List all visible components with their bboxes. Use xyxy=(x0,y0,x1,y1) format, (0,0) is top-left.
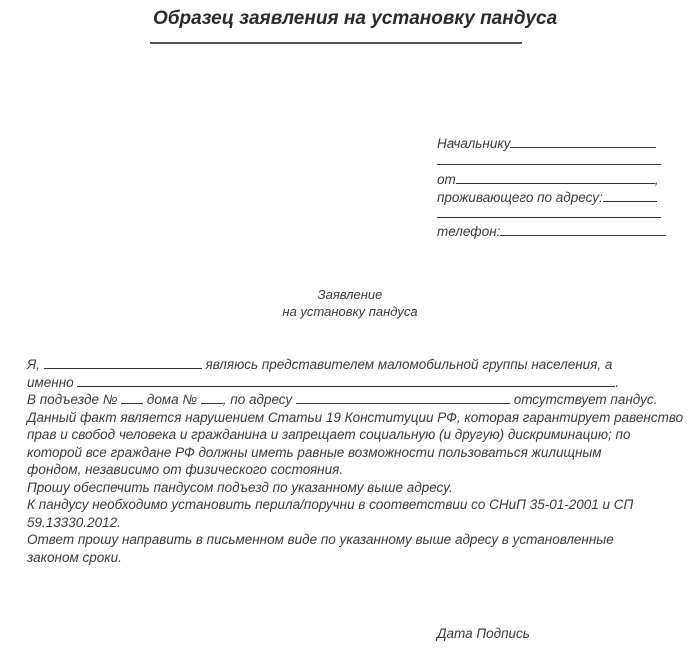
body-line-4: Данный факт является нарушением Статьи 19 Конституции РФ, которая гарантирует равенство xyxy=(27,409,684,425)
chief-label: Начальнику xyxy=(437,136,511,151)
application-subheading: на установку пандуса xyxy=(282,304,418,319)
addressee-blank-line xyxy=(437,164,661,165)
addressee-chief-line xyxy=(437,136,656,151)
addressee-from-line xyxy=(437,172,659,187)
body-line-8: Прошу обеспечить пандусом подъезд по указанному выше адресу. xyxy=(27,479,453,495)
phone-blank xyxy=(500,234,666,236)
body-line-3: В подъезде № дома № , по адресу отсутствует пандус. xyxy=(27,392,658,407)
body-line-9: К пандусу необходимо установить перила/поручни в соответствии со СНиП 35-01-2001 и СП xyxy=(27,497,634,512)
phone-label: телефон: xyxy=(437,224,501,239)
body-line-11: Ответ прошу направить в письменном виде по указанному выше адресу в установленные xyxy=(27,532,614,547)
document-title: Образец заявления на установку пандуса xyxy=(153,8,558,29)
title-underline xyxy=(150,42,522,44)
name-blank xyxy=(44,356,202,369)
category-blank xyxy=(77,374,615,387)
address-blank xyxy=(296,391,510,404)
body-line-2: именно . xyxy=(27,374,620,390)
body-line-7: фондом, независимо от физического состояния. xyxy=(27,462,344,477)
body-line-10: 59.13330.2012. xyxy=(27,514,121,530)
from-blank xyxy=(456,182,655,184)
body-line-5: прав и свобод человека и гражданина и запрещает социальную (и другую) дискриминацию; по xyxy=(27,427,631,442)
address-blank-line xyxy=(437,217,661,218)
house-number-blank xyxy=(201,391,223,404)
application-heading: Заявление xyxy=(317,287,383,302)
phone-line xyxy=(437,224,666,239)
date-signature: Дата Подпись xyxy=(437,626,530,641)
body-line-12: законом сроки. xyxy=(27,549,122,565)
entrance-number-blank xyxy=(121,391,143,404)
residing-blank xyxy=(603,200,657,202)
from-label: от xyxy=(437,172,456,187)
residing-line xyxy=(437,190,657,205)
chief-blank xyxy=(510,146,656,148)
body-line-1: Я, являюсь представителем маломобильной группы населения, а xyxy=(27,357,613,372)
from-comma: , xyxy=(654,172,659,187)
application-body xyxy=(27,356,684,566)
residing-label: проживающего по адресу: xyxy=(437,190,603,205)
body-line-6: которой все граждане РФ должны иметь равные возможности пользоваться жилищным xyxy=(27,444,602,460)
